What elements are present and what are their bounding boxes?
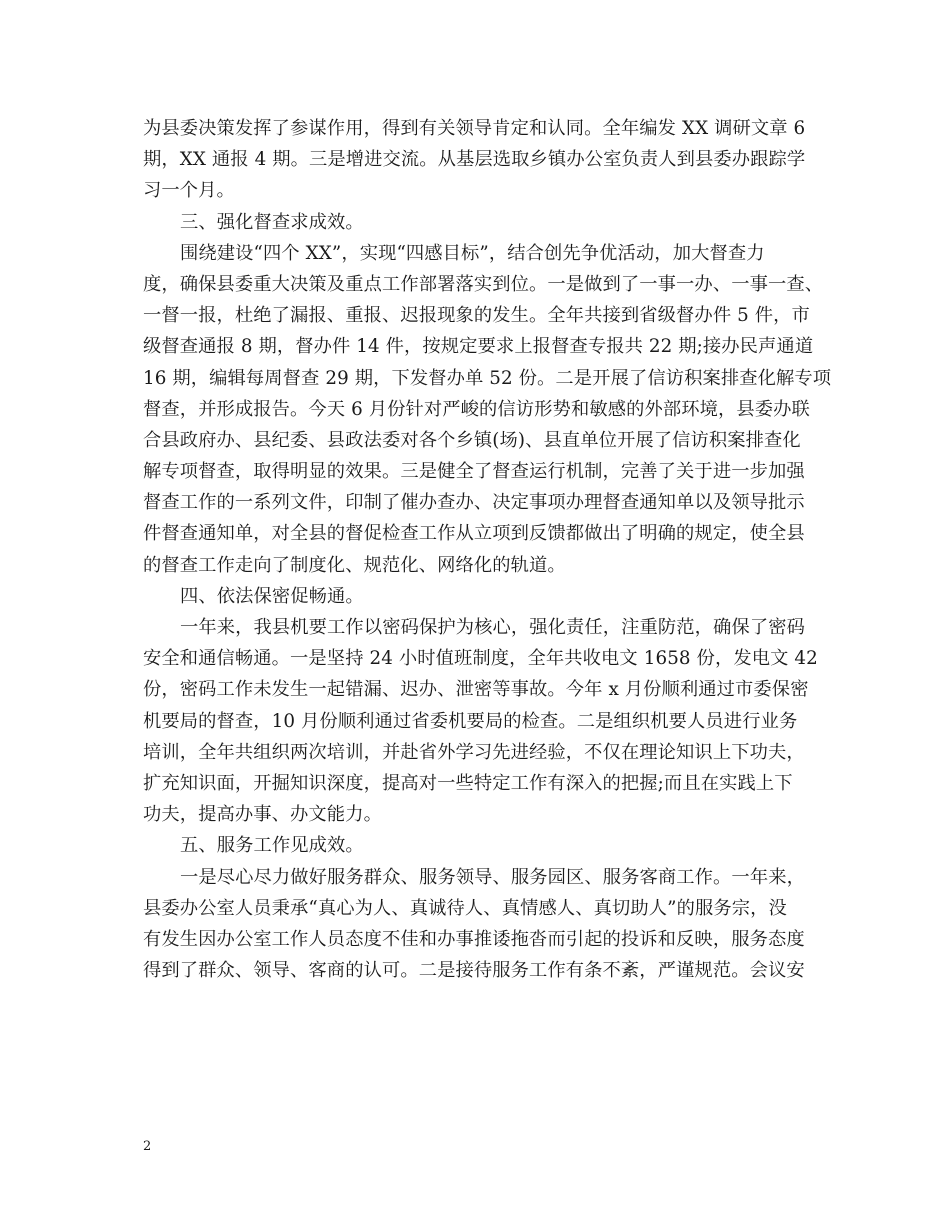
text-line: 得到了群众、领导、客商的认可。二是接待服务工作有条不紊，严谨规范。会议安 <box>143 960 805 982</box>
text-line: 的督查工作走向了制度化、规范化、网络化的轨道。 <box>143 554 566 576</box>
text-line: 一是尽心尽力做好服务群众、服务领导、服务园区、服务客商工作。一年来， <box>180 866 805 888</box>
text-line: 功夫，提高办事、办文能力。 <box>143 804 382 826</box>
text-line: 一年来，我县机要工作以密码保护为核心，强化责任，注重防范，确保了密码 <box>180 617 805 638</box>
section-heading: 四、依法保密促畅通。 <box>180 585 364 607</box>
text-line: 督查工作的一系列文件，印制了催办查办、决定事项办理督查通知单以及领导批示 <box>143 492 805 514</box>
text-line: 度，确保县委重大决策及重点工作部署落实到位。一是做到了一事一办、一事一查、 <box>143 273 824 295</box>
text-line: 份，密码工作未发生一起错漏、迟办、泄密等事故。今年 x 月份顺利通过市委保密 <box>143 679 809 701</box>
text-line: 围绕建设“四个 XX”，实现“四感目标”，结合创先争优活动，加大督查力 <box>180 242 765 264</box>
text-line: 件督查通知单，对全县的督促检查工作从立项到反馈都做出了明确的规定，使全县 <box>143 523 805 545</box>
text-line: 有发生因办公室工作人员态度不佳和办事推诿拖沓而引起的投诉和反映，服务态度 <box>143 928 805 950</box>
text-line: 16 期，编辑每周督查 29 期，下发督办单 52 份。二是开展了信访积案排查化解专项 <box>143 367 832 389</box>
section-heading: 五、服务工作见成效。 <box>180 835 364 857</box>
document-body <box>143 113 832 986</box>
text-line: 督查，并形成报告。今天 6 月份针对严峻的信访形势和敏感的外部环境，县委办联 <box>143 398 810 420</box>
text-line: 一督一报，杜绝了漏报、重报、迟报现象的发生。全年共接到省级督办件 5 件，市 <box>143 305 810 327</box>
text-line: 安全和通信畅通。一是坚持 24 小时值班制度，全年共收电文 1658 份，发电文 42 <box>143 648 818 670</box>
section-heading: 三、强化督查求成效。 <box>180 211 364 233</box>
text-line: 期，XX 通报 4 期。三是增进交流。从基层选取乡镇办公室负责人到县委办跟踪学 <box>143 149 806 171</box>
text-line: 机要局的督查，10 月份顺利通过省委机要局的检查。二是组织机要人员进行业务 <box>143 710 798 732</box>
text-line: 习一个月。 <box>143 180 235 202</box>
text-line: 解专项督查，取得明显的效果。三是健全了督查运行机制，完善了关于进一步加强 <box>143 461 805 483</box>
text-line: 为县委决策发挥了参谋作用，得到有关领导肯定和认同。全年编发 XX 调研文章 6 <box>143 118 806 139</box>
text-line: 级督查通报 8 期，督办件 14 件，按规定要求上报督查专报共 22 期;接办民声通道 <box>143 336 814 358</box>
text-line: 合县政府办、县纪委、县政法委对各个乡镇(场)、县直单位开展了信访积案排查化 <box>143 429 801 451</box>
text-line: 扩充知识面，开掘知识深度，提高对一些特定工作有深入的把握;而且在实践上下 <box>143 772 793 794</box>
text-line: 培训，全年共组织两次培训，并赴省外学习先进经验，不仅在理论知识上下功夫， <box>143 741 805 763</box>
text-line: 县委办公室人员秉承“真心为人、真诚待人、真情感人、真切助人”的服务宗，没 <box>143 897 787 919</box>
page-number: 2 <box>143 1139 152 1154</box>
